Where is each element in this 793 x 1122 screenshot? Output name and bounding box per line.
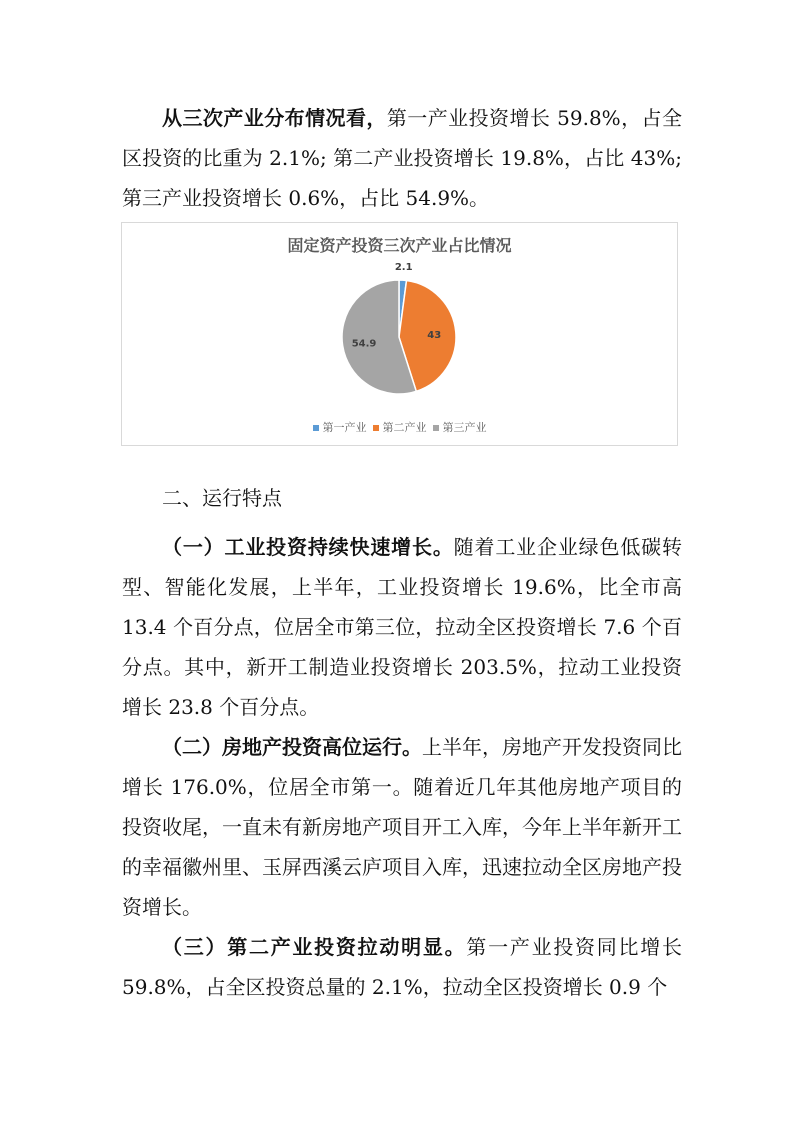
paragraph-industry-distribution	[122, 98, 682, 218]
paragraph-text: 随着工业企业绿色低碳转型、智能化发展，上半年，工业投资增长 19.6%，比全市高 13.4 个百分点，位居全市第三位，拉动全区投资增长 7.6 个百分点。其中，新开工制造业投资增长 203.5%，拉动工业投资增长 23.8 个百分点。	[122, 535, 683, 719]
legend-label: 第三产业	[442, 421, 487, 434]
paragraph-lead: 从三次产业分布情况看，	[162, 106, 387, 130]
pie-data-label-2: 43	[427, 329, 442, 341]
chart-title: 固定资产投资三次产业占比情况	[287, 236, 512, 255]
legend-swatch	[373, 425, 379, 431]
paragraph-text: 上半年，房地产开发投资同比增长 176.0%，位居全市第一。随着近几年其他房地产项目的投资收尾，一直未有新房地产项目开工入库，今年上半年新开工的幸福徽州里、玉屏西溪云庐项目入库，迅速拉动全区房地产投资增长。	[122, 735, 682, 919]
paragraph-real-estate	[122, 727, 682, 927]
legend-item-1	[313, 419, 367, 435]
chart-legend	[122, 419, 677, 435]
paragraph-lead: （一）工业投资持续快速增长。	[162, 535, 454, 559]
legend-swatch	[313, 425, 319, 431]
paragraph-industrial-investment	[122, 527, 682, 727]
paragraph-lead: （三）第二产业投资拉动明显。	[162, 935, 467, 959]
paragraph-text: 第一产业投资增长 59.8%，占全区投资的比重为 2.1%; 第二产业投资增长 19.8%，占比 43%; 第三产业投资增长 0.6%，占比 54.9%。	[122, 106, 682, 210]
legend-swatch	[433, 425, 439, 431]
paragraph-lead: （二）房地产投资高位运行。	[162, 735, 422, 759]
paragraph-secondary-industry	[122, 927, 682, 1007]
legend-label: 第二产业	[382, 421, 427, 434]
legend-item-2	[373, 419, 427, 435]
pie-chart	[121, 222, 678, 446]
pie-chart-svg	[122, 223, 677, 445]
pie-data-label-3: 54.9	[351, 338, 377, 350]
pie-data-label-1: 2.1	[394, 262, 413, 274]
legend-item-3	[433, 419, 487, 435]
legend-label: 第一产业	[322, 421, 367, 434]
paragraph-text: 第一产业投资同比增长 59.8%，占全区投资总量的 2.1%，拉动全区投资增长 0.9 个	[122, 935, 683, 999]
section-heading: 二、运行特点	[162, 486, 282, 510]
